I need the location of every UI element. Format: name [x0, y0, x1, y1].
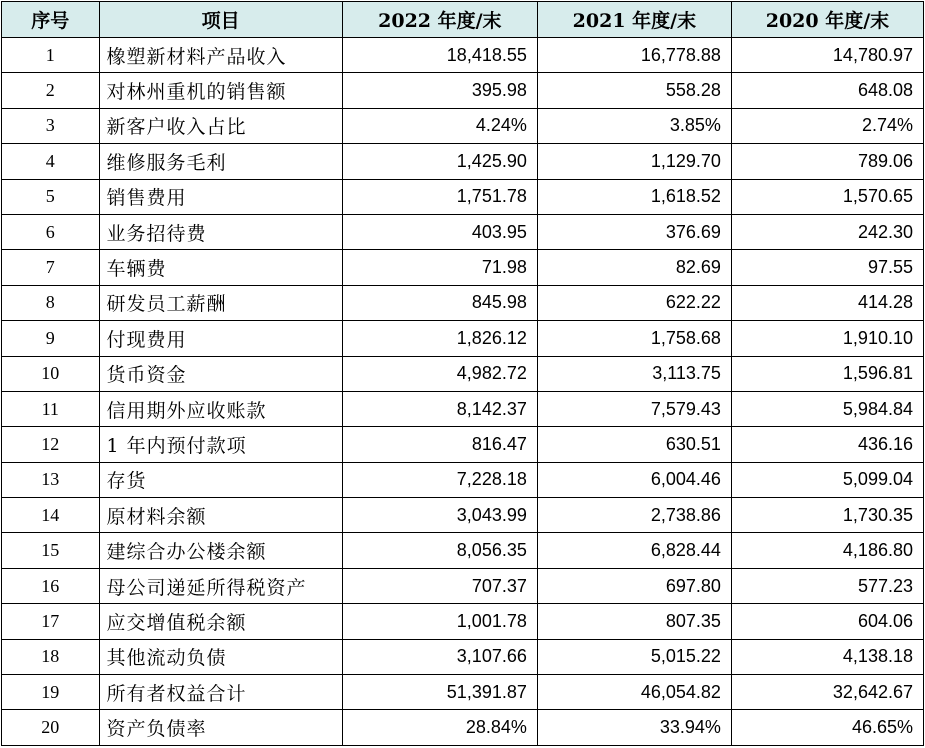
row-value-2022-cell: 707.37 — [342, 568, 537, 603]
table-row — [2, 604, 924, 639]
row-index-cell: 7 — [2, 250, 100, 285]
row-index-cell: 8 — [2, 285, 100, 320]
row-value-2022-cell: 1,001.78 — [342, 604, 537, 639]
row-value-2022-cell: 28.84% — [342, 710, 537, 745]
row-value-2022-cell: 18,418.55 — [342, 38, 537, 73]
row-value-2021-cell: 697.80 — [537, 568, 731, 603]
row-item-cell: 货币资金 — [99, 356, 342, 391]
table-row — [2, 73, 924, 108]
row-value-2021-cell: 82.69 — [537, 250, 731, 285]
table-row — [2, 321, 924, 356]
row-item-cell: 1 年内预付款项 — [99, 427, 342, 462]
header-index: 序号 — [2, 2, 100, 38]
row-value-2021-cell: 16,778.88 — [537, 38, 731, 73]
table-row — [2, 250, 924, 285]
row-index-cell: 13 — [2, 462, 100, 497]
row-index-cell: 10 — [2, 356, 100, 391]
row-item-cell: 橡塑新材料产品收入 — [99, 38, 342, 73]
row-value-2020-cell: 14,780.97 — [731, 38, 923, 73]
row-item-cell: 资产负债率 — [99, 710, 342, 745]
row-value-2022-cell: 816.47 — [342, 427, 537, 462]
row-index-cell: 11 — [2, 391, 100, 426]
row-index-cell: 20 — [2, 710, 100, 745]
table-row — [2, 108, 924, 143]
row-value-2020-cell: 577.23 — [731, 568, 923, 603]
row-value-2020-cell: 242.30 — [731, 214, 923, 249]
row-item-cell: 业务招待费 — [99, 214, 342, 249]
row-value-2021-cell: 630.51 — [537, 427, 731, 462]
row-value-2021-cell: 7,579.43 — [537, 391, 731, 426]
row-item-cell: 应交增值税余额 — [99, 604, 342, 639]
row-value-2022-cell: 3,107.66 — [342, 639, 537, 674]
row-value-2022-cell: 4.24% — [342, 108, 537, 143]
row-value-2021-cell: 3,113.75 — [537, 356, 731, 391]
row-index-cell: 12 — [2, 427, 100, 462]
row-item-cell: 存货 — [99, 462, 342, 497]
row-value-2021-cell: 558.28 — [537, 73, 731, 108]
row-value-2022-cell: 1,826.12 — [342, 321, 537, 356]
row-item-cell: 信用期外应收账款 — [99, 391, 342, 426]
row-value-2021-cell: 1,129.70 — [537, 144, 731, 179]
row-value-2021-cell: 5,015.22 — [537, 639, 731, 674]
header-year-2022: 2022 年度/末 — [342, 2, 537, 38]
row-value-2021-cell: 6,828.44 — [537, 533, 731, 568]
row-value-2021-cell: 33.94% — [537, 710, 731, 745]
row-value-2022-cell: 4,982.72 — [342, 356, 537, 391]
row-value-2021-cell: 46,054.82 — [537, 675, 731, 710]
row-value-2021-cell: 807.35 — [537, 604, 731, 639]
table-row — [2, 533, 924, 568]
table-row — [2, 356, 924, 391]
row-value-2020-cell: 789.06 — [731, 144, 923, 179]
financial-data-table — [1, 1, 924, 746]
row-index-cell: 15 — [2, 533, 100, 568]
row-value-2020-cell: 46.65% — [731, 710, 923, 745]
row-item-cell: 维修服务毛利 — [99, 144, 342, 179]
row-value-2022-cell: 51,391.87 — [342, 675, 537, 710]
table-row — [2, 498, 924, 533]
row-value-2022-cell: 8,142.37 — [342, 391, 537, 426]
row-value-2022-cell: 403.95 — [342, 214, 537, 249]
row-value-2020-cell: 1,730.35 — [731, 498, 923, 533]
row-value-2020-cell: 5,099.04 — [731, 462, 923, 497]
row-value-2020-cell: 1,596.81 — [731, 356, 923, 391]
row-item-cell: 其他流动负债 — [99, 639, 342, 674]
row-item-cell: 原材料余额 — [99, 498, 342, 533]
table-row — [2, 144, 924, 179]
row-item-cell: 销售费用 — [99, 179, 342, 214]
row-value-2021-cell: 622.22 — [537, 285, 731, 320]
row-index-cell: 6 — [2, 214, 100, 249]
row-item-cell: 研发员工薪酬 — [99, 285, 342, 320]
row-value-2020-cell: 32,642.67 — [731, 675, 923, 710]
row-item-cell: 对林州重机的销售额 — [99, 73, 342, 108]
header-year-2021: 2021 年度/末 — [537, 2, 731, 38]
header-item: 项目 — [99, 2, 342, 38]
table-row — [2, 427, 924, 462]
row-value-2022-cell: 8,056.35 — [342, 533, 537, 568]
row-item-cell: 母公司递延所得税资产 — [99, 568, 342, 603]
table-row — [2, 214, 924, 249]
row-value-2020-cell: 97.55 — [731, 250, 923, 285]
row-index-cell: 17 — [2, 604, 100, 639]
row-value-2022-cell: 1,425.90 — [342, 144, 537, 179]
row-value-2022-cell: 1,751.78 — [342, 179, 537, 214]
row-index-cell: 9 — [2, 321, 100, 356]
row-value-2022-cell: 845.98 — [342, 285, 537, 320]
row-index-cell: 2 — [2, 73, 100, 108]
row-value-2020-cell: 4,138.18 — [731, 639, 923, 674]
row-item-cell: 所有者权益合计 — [99, 675, 342, 710]
row-index-cell: 1 — [2, 38, 100, 73]
row-value-2022-cell: 3,043.99 — [342, 498, 537, 533]
row-value-2020-cell: 5,984.84 — [731, 391, 923, 426]
row-value-2020-cell: 414.28 — [731, 285, 923, 320]
row-value-2021-cell: 6,004.46 — [537, 462, 731, 497]
row-value-2022-cell: 71.98 — [342, 250, 537, 285]
header-year-2020: 2020 年度/末 — [731, 2, 923, 38]
table-row — [2, 462, 924, 497]
row-item-cell: 新客户收入占比 — [99, 108, 342, 143]
table-row — [2, 391, 924, 426]
row-index-cell: 19 — [2, 675, 100, 710]
table-body — [2, 38, 924, 746]
row-value-2020-cell: 1,570.65 — [731, 179, 923, 214]
row-index-cell: 18 — [2, 639, 100, 674]
row-value-2020-cell: 436.16 — [731, 427, 923, 462]
row-item-cell: 车辆费 — [99, 250, 342, 285]
row-index-cell: 4 — [2, 144, 100, 179]
row-value-2020-cell: 648.08 — [731, 73, 923, 108]
row-value-2021-cell: 1,618.52 — [537, 179, 731, 214]
row-value-2021-cell: 376.69 — [537, 214, 731, 249]
row-value-2022-cell: 395.98 — [342, 73, 537, 108]
row-value-2020-cell: 4,186.80 — [731, 533, 923, 568]
row-item-cell: 付现费用 — [99, 321, 342, 356]
row-value-2021-cell: 3.85% — [537, 108, 731, 143]
table-row — [2, 568, 924, 603]
row-value-2022-cell: 7,228.18 — [342, 462, 537, 497]
row-value-2020-cell: 604.06 — [731, 604, 923, 639]
table-row — [2, 285, 924, 320]
table-row — [2, 675, 924, 710]
row-index-cell: 3 — [2, 108, 100, 143]
row-value-2021-cell: 1,758.68 — [537, 321, 731, 356]
table-row — [2, 179, 924, 214]
table-row — [2, 710, 924, 745]
table-row — [2, 639, 924, 674]
row-value-2020-cell: 1,910.10 — [731, 321, 923, 356]
row-index-cell: 5 — [2, 179, 100, 214]
row-value-2020-cell: 2.74% — [731, 108, 923, 143]
row-index-cell: 14 — [2, 498, 100, 533]
row-item-cell: 建综合办公楼余额 — [99, 533, 342, 568]
table-row — [2, 38, 924, 73]
row-value-2021-cell: 2,738.86 — [537, 498, 731, 533]
table-header-row — [2, 2, 924, 38]
row-index-cell: 16 — [2, 568, 100, 603]
